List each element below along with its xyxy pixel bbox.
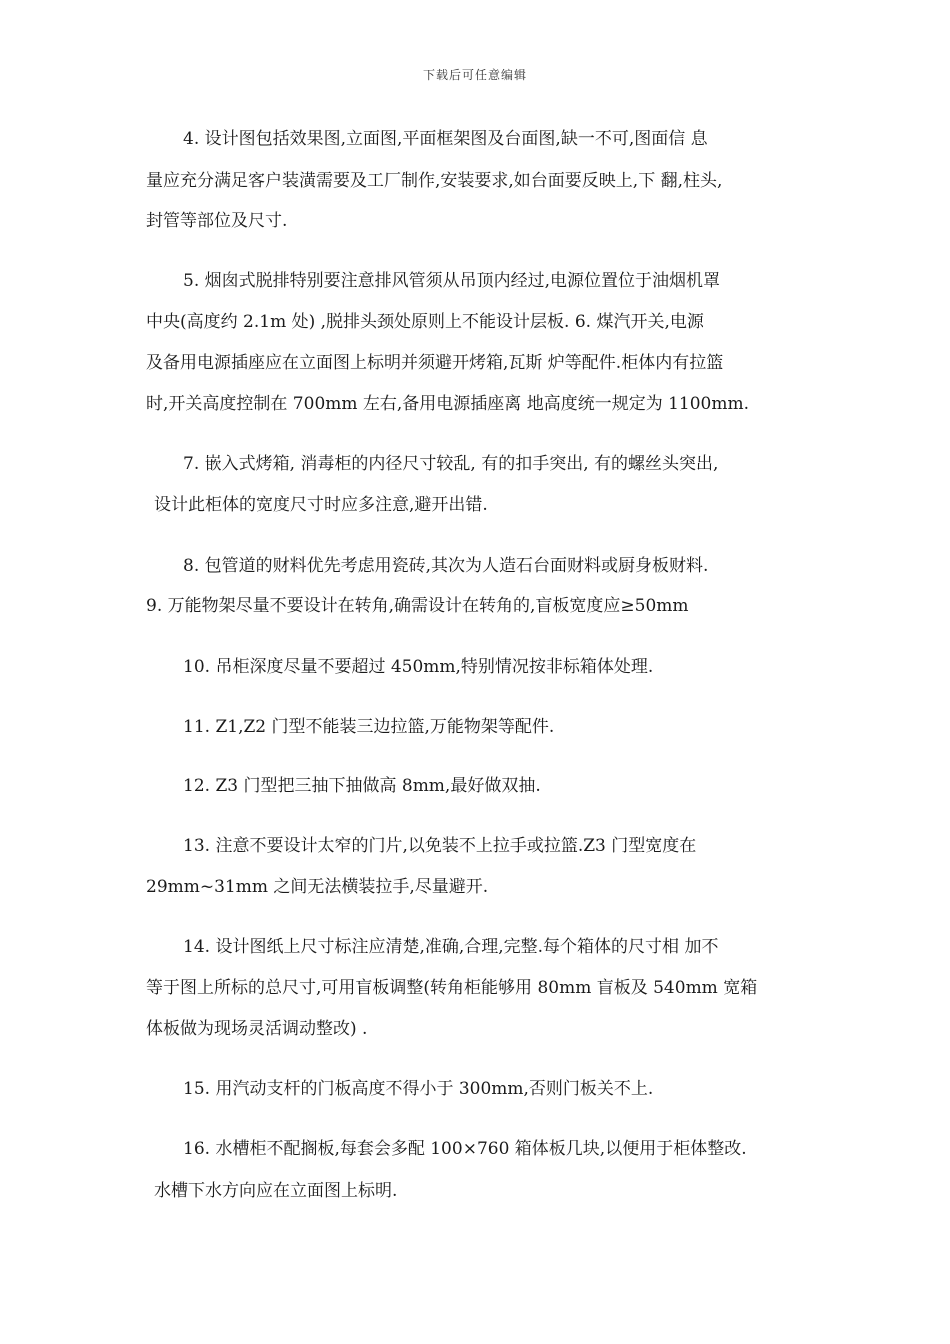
text-line: 水槽下水方向应在立面图上标明. (154, 1181, 398, 1201)
text-line: 8. 包管道的财料优先考虑用瓷砖,其次为人造石台面财料或厨身板财料. (183, 556, 709, 576)
text-line: 量应充分满足客户装潢需要及工厂制作,安装要求,如台面要反映上,下 翻,柱头, (146, 171, 723, 191)
text-line: 11. Z1,Z2 门型不能装三边拉篮,万能物架等配件. (183, 717, 555, 737)
text-line: 7. 嵌入式烤箱, 消毒柜的内径尺寸较乱, 有的扣手突出, 有的螺丝头突出, (183, 454, 719, 474)
text-line: 时,开关高度控制在 700mm 左右,备用电源插座离 地高度统一规定为 1100mm. (146, 394, 750, 414)
text-line: 29mm~31mm 之间无法横装拉手,尽量避开. (146, 877, 489, 897)
text-line: 15. 用汽动支杆的门板高度不得小于 300mm,否则门板关不上. (183, 1079, 654, 1099)
text-line: 4. 设计图包括效果图,立面图,平面框架图及台面图,缺一不可,图面信 息 (183, 129, 708, 149)
text-line: 等于图上所标的总尺寸,可用盲板调整(转角柜能够用 80mm 盲板及 540mm 宽箱 (146, 978, 758, 998)
text-line: 16. 水槽柜不配搁板,每套会多配 100×760 箱体板几块,以便用于柜体整改. (183, 1139, 747, 1159)
text-line: 10. 吊柜深度尽量不要超过 450mm,特别情况按非标箱体处理. (183, 657, 654, 677)
text-line: 9. 万能物架尽量不要设计在转角,确需设计在转角的,盲板宽度应≥50mm (146, 596, 689, 616)
text-line: 12. Z3 门型把三抽下抽做高 8mm,最好做双抽. (183, 776, 541, 796)
text-line: 封管等部位及尺寸. (146, 211, 288, 231)
text-line: 14. 设计图纸上尺寸标注应清楚,准确,合理,完整.每个箱体的尺寸相 加不 (183, 937, 719, 957)
text-line: 5. 烟囱式脱排特别要注意排风管须从吊顶内经过,电源位置位于油烟机罩 (183, 271, 721, 291)
text-line: 设计此柜体的宽度尺寸时应多注意,避开出错. (154, 495, 488, 515)
page-header: 下载后可任意编辑 (422, 68, 527, 82)
text-line: 及备用电源插座应在立面图上标明并须避开烤箱,瓦斯 炉等配件.柜体内有拉篮 (146, 353, 724, 373)
text-line: 13. 注意不要设计太窄的门片,以免装不上拉手或拉篮.Z3 门型宽度在 (183, 836, 697, 856)
text-line: 中央(高度约 2.1m 处) ,脱排头颈处原则上不能设计层板. 6. 煤汽开关,电源 (146, 312, 704, 332)
text-line: 体板做为现场灵活调动整改) . (146, 1019, 368, 1039)
